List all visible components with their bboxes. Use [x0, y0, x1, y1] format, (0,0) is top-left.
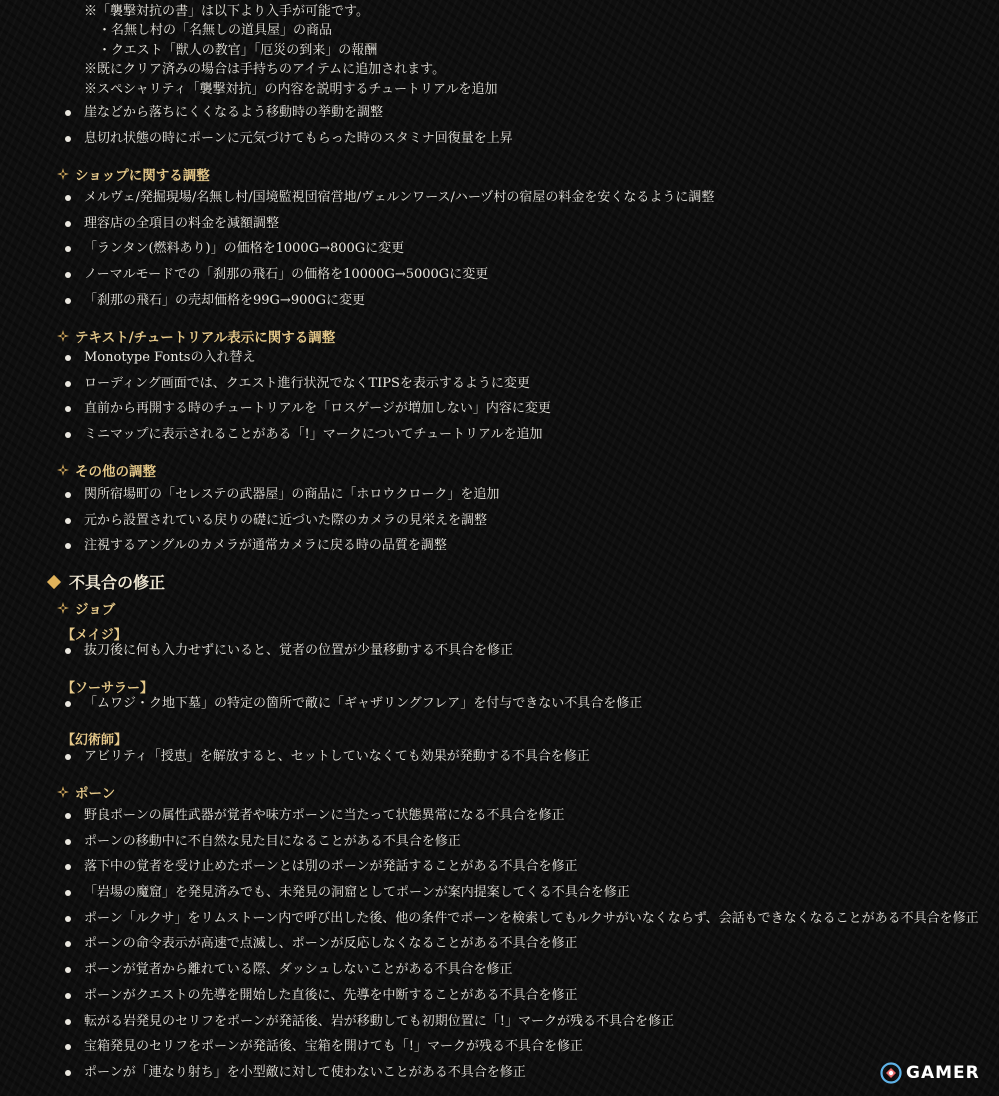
section-heading-bugfix — [46, 570, 165, 593]
job-label-illusion: 【幻術師】 — [62, 733, 128, 748]
list-item: 直前から再開する時のチュートリアルを「ロスゲージが増加しない」内容に変更 — [65, 396, 551, 422]
cross-icon — [57, 330, 69, 342]
job-label-sorcerer: 【ソーサラー】 — [62, 681, 154, 696]
list-item: 落下中の覚者を受け止めたポーンとは別のポーンが発話することがある不具合を修正 — [65, 854, 979, 880]
list-item: ノーマルモードでの「刹那の飛石」の価格を10000G→5000Gに変更 — [65, 262, 714, 288]
list-item: 野良ポーンの属性武器が覚者や味方ポーンに当たって状態異常になる不具合を修正 — [65, 803, 979, 829]
list-item: アビリティ「授恵」を解放すると、セットしていなくても効果が発動する不具合を修正 — [65, 744, 590, 770]
text-item-list — [65, 345, 551, 448]
section-title: テキスト/チュートリアル表示に関する調整 — [75, 330, 336, 346]
list-item: 注視するアングルのカメラが通常カメラに戻る時の品質を調整 — [65, 533, 499, 559]
list-item: 理容店の全項目の料金を減額調整 — [65, 211, 714, 237]
note-line: ・クエスト「獣人の教官」「厄災の到来」の報酬 — [98, 42, 378, 58]
list-item: 崖などから落ちにくくなるよう移動時の挙動を調整 — [65, 100, 513, 126]
list-item: ポーンの命令表示が高速で点滅し、ポーンが反応しなくなることがある不具合を修正 — [65, 931, 979, 957]
section-heading-shop — [57, 164, 210, 184]
other-item-list — [65, 482, 499, 559]
shop-item-list — [65, 185, 714, 313]
note-line: ※既にクリア済みの場合は手持ちのアイテムに追加されます。 — [84, 62, 446, 78]
section-title: ジョブ — [75, 602, 116, 618]
watermark-text: GAMER — [906, 1063, 980, 1083]
pawn-item-list — [65, 803, 979, 1086]
list-item: 関所宿場町の「セレステの武器屋」の商品に「ホロウクローク」を追加 — [65, 482, 499, 508]
list-item: 「岩場の魔窟」を発見済みでも、未発見の洞窟としてポーンが案内提案してくる不具合を修正 — [65, 880, 979, 906]
diamond-icon — [47, 574, 61, 588]
list-item: Monotype Fontsの入れ替え — [65, 345, 551, 371]
list-item: ポーンが覚者から離れている際、ダッシュしないことがある不具合を修正 — [65, 957, 979, 983]
sorcerer-item-list — [65, 691, 642, 717]
note-line: ※「襲撃対抗の書」は以下より入手が可能です。 — [84, 4, 369, 19]
list-item: 転がる岩発見のセリフをポーンが発話後、岩が移動しても初期位置に「!」マークが残る不具合を修正 — [65, 1009, 979, 1035]
list-item: 息切れ状態の時にポーンに元気づけてもらった時のスタミナ回復量を上昇 — [65, 126, 513, 152]
list-item: 宝箱発見のセリフをポーンが発話後、宝箱を開けても「!」マークが残る不具合を修正 — [65, 1034, 979, 1060]
list-item: 「刹那の飛石」の売却価格を99G→900Gに変更 — [65, 288, 714, 314]
list-item: ポーン「ルクサ」をリムストーン内で呼び出した後、他の条件でポーンを検索してもルクサがいなくならず、会話もできなくなることがある不具合を修正 — [65, 906, 979, 932]
gamer-logo — [880, 1062, 980, 1084]
mage-item-list — [65, 638, 513, 664]
section-title: その他の調整 — [75, 464, 156, 480]
note-block — [84, 2, 498, 99]
section-title: 不具合の修正 — [69, 573, 166, 592]
section-title: ポーン — [75, 786, 116, 802]
cross-icon — [57, 464, 69, 476]
cross-icon — [57, 602, 69, 614]
list-item: ポーンが「連なり射ち」を小型敵に対して使わないことがある不具合を修正 — [65, 1060, 979, 1086]
list-item: 抜刀後に何も入力せずにいると、覚者の位置が少量移動する不具合を修正 — [65, 638, 513, 664]
list-item: 「ムワジ・ク地下墓」の特定の箇所で敵に「ギャザリングフレア」を付与できない不具合を修正 — [65, 691, 642, 717]
list-item: ローディング画面では、クエスト進行状況でなくTIPSを表示するように変更 — [65, 371, 551, 397]
subsection-heading-job — [57, 598, 115, 618]
gamer-logo-icon — [880, 1062, 902, 1084]
note-line: ※スペシャリティ「襲撃対抗」の内容を説明するチュートリアルを追加 — [84, 81, 498, 97]
list-item: 「ランタン(燃料あり)」の価格を1000G→800Gに変更 — [65, 236, 714, 262]
section-heading-text — [57, 326, 335, 346]
list-item: ポーンがクエストの先導を開始した直後に、先導を中断することがある不具合を修正 — [65, 983, 979, 1009]
list-item: ポーンの移動中に不自然な見た目になることがある不具合を修正 — [65, 829, 979, 855]
list-item: 元から設置されている戻りの礎に近づいた際のカメラの見栄えを調整 — [65, 508, 499, 534]
list-item: メルヴェ/発掘現場/名無し村/国境監視団宿営地/ヴェルンワース/ハーヅ村の宿屋の料金を安くなるように調整 — [65, 185, 714, 211]
job-label-mage: 【メイジ】 — [62, 628, 127, 643]
illusion-item-list — [65, 744, 590, 770]
note-line: ・名無し村の「名無しの道具屋」の商品 — [98, 23, 333, 39]
cross-icon — [57, 168, 69, 180]
section-title: ショップに関する調整 — [75, 168, 210, 184]
cross-icon — [57, 786, 69, 798]
section-heading-other — [57, 460, 156, 480]
list-item: ミニマップに表示されることがある「!」マークについてチュートリアルを追加 — [65, 422, 551, 448]
subsection-heading-pawn — [57, 782, 115, 802]
top-item-list — [65, 100, 513, 151]
